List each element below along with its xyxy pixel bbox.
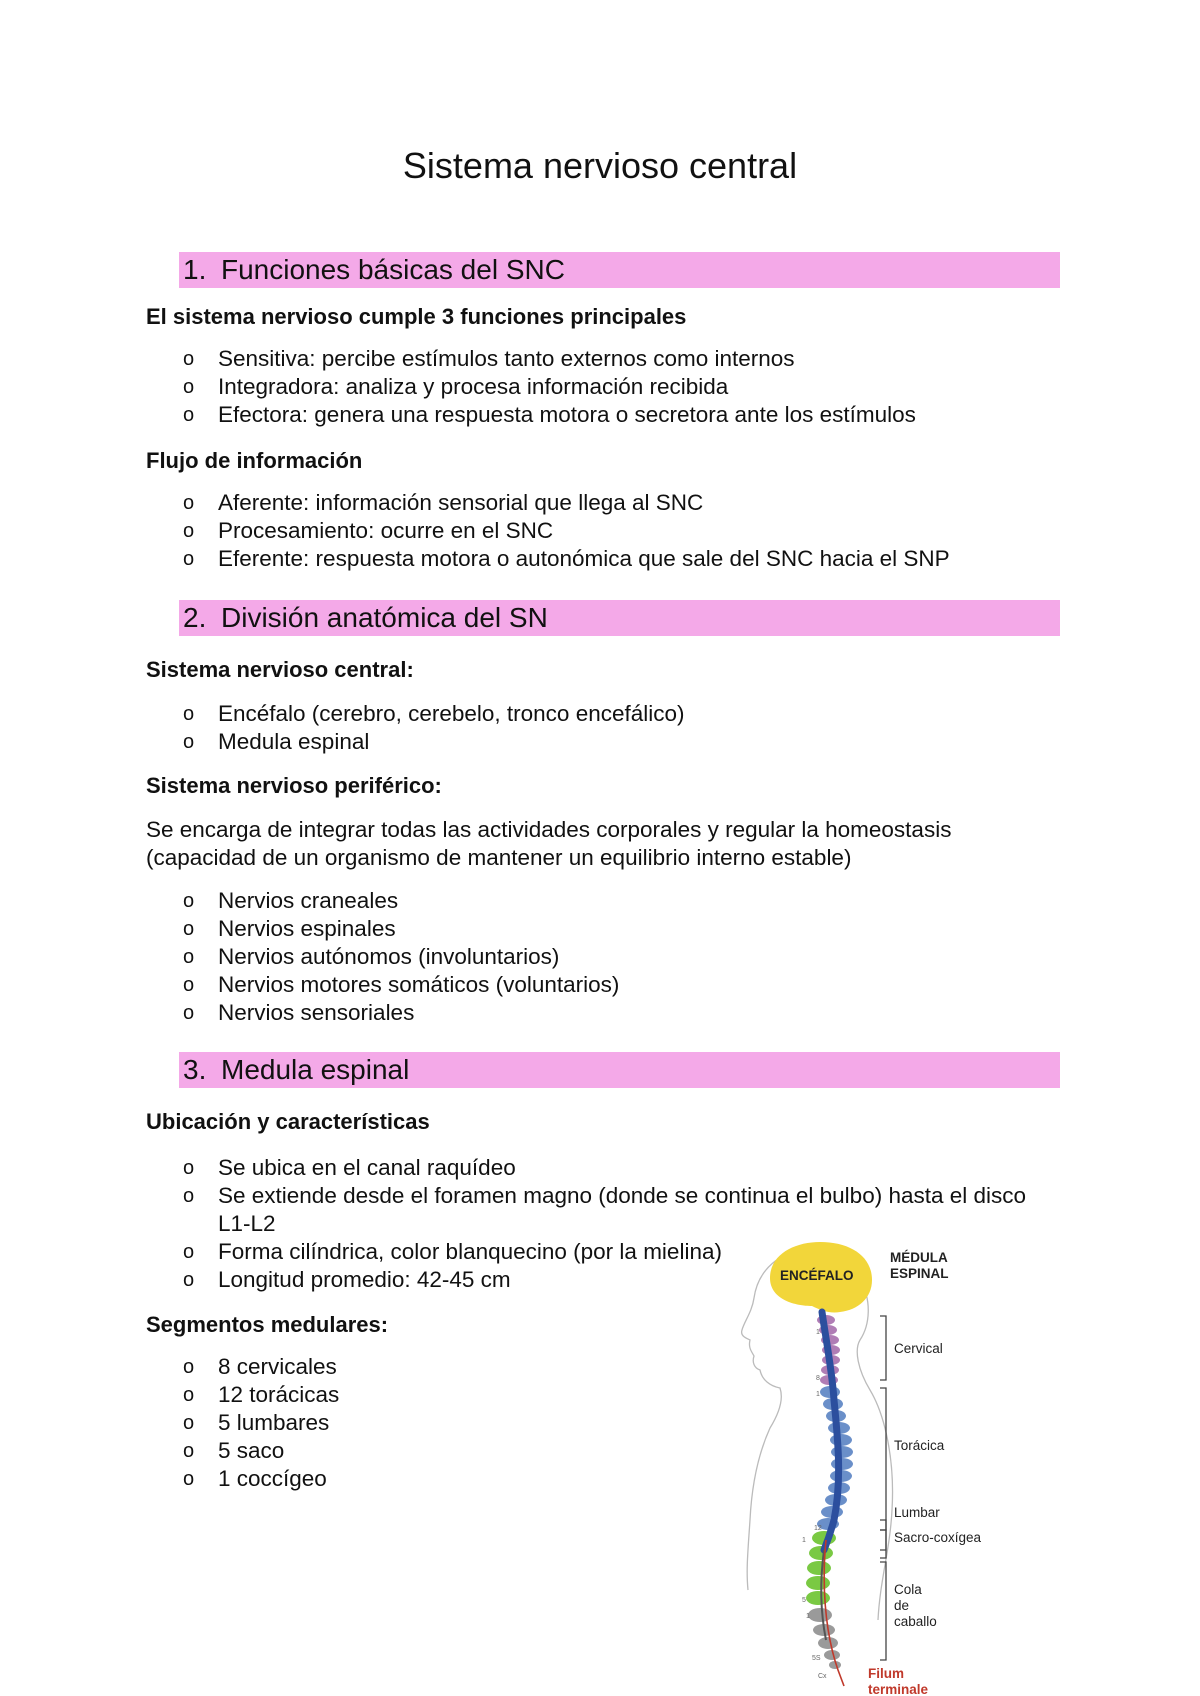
bullet-marker: o [183, 1440, 195, 1462]
bullet-list [146, 887, 1046, 1027]
list-item: o Integradora: analiza y procesa información recibida [183, 374, 729, 399]
vertebra-number: 5S [812, 1655, 821, 1662]
list-item: o Se extiende desde el foramen magno (donde se continua el bulbo) hasta el disco L1-L2 [183, 1183, 1027, 1236]
bracket-cervical [880, 1316, 886, 1380]
section-title: Funciones básicas del SNC [221, 254, 565, 285]
list-item: o Nervios craneales [183, 888, 399, 913]
bullet-marker: o [183, 974, 195, 996]
region-label-lumbar: Lumbar [894, 1505, 940, 1520]
cord-label-line1: MÉDULA [890, 1250, 948, 1265]
bracket-sacral [880, 1530, 886, 1558]
bullet-list [146, 345, 1046, 429]
vertebra-number: 12 [814, 1525, 822, 1532]
section-heading-3 [179, 1052, 1060, 1088]
vertebra-number: 5 [802, 1597, 806, 1604]
list-item: o Procesamiento: ocurre en el SNC [183, 518, 554, 543]
list-item: o 5 lumbares [183, 1410, 330, 1435]
list-item: o Nervios autónomos (involuntarios) [183, 944, 560, 969]
bullet-marker: o [183, 731, 195, 753]
bullet-marker: o [183, 918, 195, 940]
section-heading-2 [179, 600, 1060, 636]
list-item: o Longitud promedio: 42-45 cm [183, 1267, 511, 1292]
back-outline [857, 1280, 892, 1620]
bullet-list [146, 489, 1046, 573]
filum-label-line1: Filum [868, 1666, 904, 1681]
list-item: o 1 coccígeo [183, 1466, 327, 1491]
cauda-label-line3: caballo [894, 1614, 937, 1629]
section-heading-1 [179, 252, 1060, 288]
brain-label: ENCÉFALO [780, 1268, 854, 1283]
section-number: 1. [183, 254, 207, 285]
list-item: o 12 torácicas [183, 1382, 340, 1407]
list-item: o Efectora: genera una respuesta motora o secretora ante los estímulos [183, 402, 916, 427]
list-item: o Aferente: información sensorial que llega al SNC [183, 490, 704, 515]
bracket-lumbar [880, 1520, 886, 1550]
region-label-thoracic: Torácica [894, 1438, 945, 1453]
vertebra-number: 8 [816, 1375, 820, 1382]
page-title: Sistema nervioso central [402, 145, 798, 186]
section-number: 3. [183, 1054, 207, 1085]
bullet-marker: o [183, 348, 195, 370]
bullet-marker: o [183, 1157, 195, 1179]
bullet-marker: o [183, 376, 195, 398]
list-item: o Se ubica en el canal raquídeo [183, 1155, 516, 1180]
bullet-marker: o [183, 890, 195, 912]
bullet-marker: o [183, 492, 195, 514]
vertebra-number: 1 [816, 1391, 820, 1398]
list-item: o Forma cilíndrica, color blanquecino (por la mielina) [183, 1239, 722, 1264]
subheading: Segmentos medulares: [146, 1312, 389, 1337]
bracket-thoracic [880, 1388, 886, 1530]
spinal-cord-illustration [740, 1240, 1010, 1696]
list-item: o Nervios espinales [183, 916, 396, 941]
vertebra-number: Cx [818, 1673, 827, 1680]
bullet-marker: o [183, 548, 195, 570]
list-item: o Eferente: respuesta motora o autonómica que sale del SNC hacia el SNP [183, 546, 950, 571]
section-title: División anatómica del SN [221, 602, 548, 633]
vertebra-number: 1 [816, 1329, 820, 1336]
bullet-marker: o [183, 703, 195, 725]
list-item: o 8 cervicales [183, 1354, 337, 1379]
bullet-list [146, 1353, 706, 1493]
bullet-marker: o [183, 1002, 195, 1024]
cauda-label-line1: Cola [894, 1582, 922, 1597]
region-label-sacral: Sacro-coxígea [894, 1530, 982, 1545]
cord-label-line2: ESPINAL [890, 1266, 949, 1281]
bullet-marker: o [183, 404, 195, 426]
bullet-list [146, 700, 1046, 756]
list-item: o Nervios motores somáticos (voluntarios) [183, 972, 620, 997]
region-label-cervical: Cervical [894, 1341, 943, 1356]
bullet-marker: o [183, 1356, 195, 1378]
list-item: o Medula espinal [183, 729, 370, 754]
subheading: Flujo de información [146, 448, 363, 473]
filum-label-line2: terminale [868, 1682, 929, 1696]
bullet-marker: o [183, 520, 195, 542]
bullet-marker: o [183, 946, 195, 968]
bullet-marker: o [183, 1185, 195, 1207]
section-title: Medula espinal [221, 1054, 410, 1085]
bullet-marker: o [183, 1269, 195, 1291]
bullet-marker: o [183, 1384, 195, 1406]
subheading: Ubicación y características [146, 1109, 430, 1134]
cauda-label-line2: de [894, 1598, 910, 1613]
vertebra-number: 1 [802, 1537, 806, 1544]
bullet-marker: o [183, 1468, 195, 1490]
list-item: o Encéfalo (cerebro, cerebelo, tronco encefálico) [183, 701, 685, 726]
paragraph: Se encarga de integrar todas las actividades corporales y regular la homeostasis (capacidad de un organismo de mantener un equilibrio interno estable) [146, 817, 952, 870]
vertebra-number: 1 [806, 1613, 810, 1620]
list-item: o 5 saco [183, 1438, 285, 1463]
subheading: El sistema nervioso cumple 3 funciones principales [146, 304, 687, 329]
bullet-marker: o [183, 1412, 195, 1434]
section-number: 2. [183, 602, 207, 633]
subheading: Sistema nervioso periférico: [146, 773, 442, 798]
list-item: o Sensitiva: percibe estímulos tanto externos como internos [183, 346, 795, 371]
bullet-marker: o [183, 1241, 195, 1263]
subheading: Sistema nervioso central: [146, 657, 414, 682]
list-item: o Nervios sensoriales [183, 1000, 415, 1025]
